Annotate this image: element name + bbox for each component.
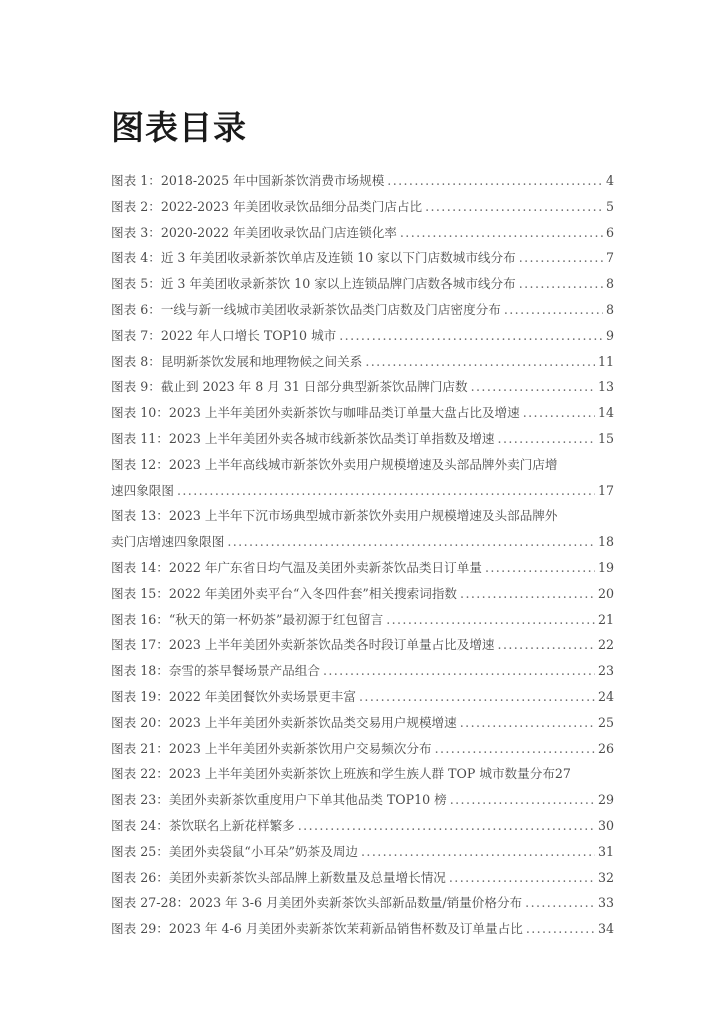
- toc-entry[interactable]: [111, 374, 614, 400]
- toc-dot-leader: [523, 400, 595, 426]
- toc-entry[interactable]: [111, 400, 614, 426]
- toc-entry-label: 图表 17：: [111, 637, 169, 653]
- toc-entry-label: 图表 11：: [111, 430, 169, 446]
- toc-entry-label: 图表 3：: [111, 224, 161, 240]
- toc-entry-text: 近 3 年美团收录新茶饮 10 家以上连锁品牌门店数各城市线分布: [160, 276, 516, 292]
- toc-entry-page: 5: [605, 198, 614, 214]
- toc-entry[interactable]: [111, 555, 614, 581]
- toc-entry-page: 20: [597, 585, 614, 601]
- toc-entry-page: 21: [597, 611, 614, 627]
- toc-entry-page: 25: [597, 714, 614, 730]
- toc-dot-leader: [387, 168, 603, 194]
- toc-entry[interactable]: [111, 684, 614, 710]
- toc-entry-text: 美团外卖新茶饮重度用户下单其他品类 TOP10 榜: [168, 792, 447, 808]
- toc-dot-leader: [323, 658, 595, 684]
- toc-dot-leader: [519, 245, 603, 271]
- toc-entry[interactable]: [111, 632, 614, 658]
- toc-entry[interactable]: [111, 168, 614, 194]
- toc-entry[interactable]: [111, 787, 614, 813]
- toc-entry-text: 2022 年人口增长 TOP10 城市: [160, 327, 337, 343]
- toc-entry-page: 31: [597, 843, 614, 859]
- toc-entry-line: [111, 529, 614, 555]
- toc-entry-page: 6: [605, 224, 614, 240]
- toc-entry-label: 图表 10：: [111, 405, 169, 421]
- toc-entry[interactable]: [111, 452, 614, 504]
- toc-entry-label: 图表 8：: [111, 353, 161, 369]
- toc-entry-text: 2022 年美团餐饮外卖场景更丰富: [168, 688, 356, 704]
- toc-entry-page: 4: [605, 173, 614, 188]
- toc-entry-page: 24: [597, 688, 614, 704]
- toc-entry-text-continued: 卖门店增速四象限图: [111, 534, 225, 550]
- toc-entry[interactable]: [111, 503, 614, 555]
- toc-dot-leader: [365, 349, 595, 375]
- toc-entry-text: “秋天的第一杯奶茶”最初源于红包留言: [168, 611, 384, 627]
- toc-entry-label: 图表 24：: [111, 817, 169, 833]
- toc-entry-text: 2022-2023 年美团收录饮品细分品类门店占比: [160, 198, 423, 214]
- toc-entry-text: 2022 年美团外卖平台“入冬四件套”相关搜索词指数: [168, 585, 458, 601]
- toc-entry[interactable]: [111, 813, 614, 839]
- toc-dot-leader: [460, 710, 595, 736]
- toc-entry-page: 30: [597, 817, 614, 833]
- page-title: 图表目录: [111, 108, 247, 147]
- toc-entry-text: 2023 上半年高线城市新茶饮外卖用户规模增速及头部品牌外卖门店增: [168, 456, 558, 472]
- toc-entry[interactable]: [111, 581, 614, 607]
- toc-entry-page: 17: [597, 482, 614, 498]
- toc-dot-leader: [485, 555, 595, 581]
- toc-entry-text: 2022 年广东省日均气温及美团外卖新茶饮品类日订单量: [168, 559, 482, 575]
- toc-entry-page: 34: [597, 921, 614, 937]
- toc-entry-label: 图表 19：: [111, 688, 169, 704]
- toc-entry[interactable]: [111, 839, 614, 865]
- toc-entry-label: 图表 5：: [111, 276, 161, 292]
- toc-entry-page: 13: [597, 379, 614, 395]
- toc-entry-page: 22: [597, 637, 614, 653]
- toc-dot-leader: [435, 736, 595, 762]
- toc-entry[interactable]: [111, 710, 614, 736]
- toc-entry-page: 29: [597, 792, 614, 808]
- toc-entry[interactable]: [111, 865, 614, 891]
- toc-entry-text-continued: 速四象限图: [111, 482, 174, 498]
- toc-entry-text: 2023 上半年美团外卖新茶饮用户交易频次分布: [168, 740, 432, 756]
- toc-dot-leader: [400, 220, 603, 246]
- toc-entry[interactable]: [111, 607, 614, 633]
- toc-entry-label: 图表 20：: [111, 714, 169, 730]
- toc-entry-label: 图表 25：: [111, 843, 169, 859]
- toc-dot-leader: [425, 194, 603, 220]
- toc-entry-label: 图表 26：: [111, 869, 169, 885]
- toc-entry-page: 19: [597, 559, 614, 575]
- toc-dot-leader: [504, 297, 603, 323]
- toc-entry-page: 15: [597, 430, 614, 446]
- toc-entry[interactable]: [111, 736, 614, 762]
- toc-entry-page: 33: [597, 895, 614, 911]
- toc-entry-text: 奈雪的茶早餐场景产品组合: [168, 663, 320, 679]
- toc-entry[interactable]: [111, 761, 614, 787]
- toc-entry[interactable]: [111, 426, 614, 452]
- toc-entry[interactable]: [111, 658, 614, 684]
- toc-entry[interactable]: [111, 890, 614, 916]
- toc-dot-leader: [339, 323, 603, 349]
- toc-dot-leader: [526, 916, 595, 942]
- toc-entry-label: 图表 21：: [111, 740, 169, 756]
- toc-entry[interactable]: [111, 297, 614, 323]
- toc-entry[interactable]: [111, 916, 614, 942]
- toc-entry-page: 9: [605, 327, 614, 343]
- toc-entry-label: 图表 29：: [111, 921, 169, 937]
- toc-entry-text: 2023 上半年美团外卖新茶饮与咖啡品类订单量大盘占比及增速: [168, 405, 520, 421]
- toc-entry-text: 昆明新茶饮发展和地理物候之间关系: [160, 353, 363, 369]
- toc-entry-text: 美团外卖袋鼠“小耳朵”奶茶及周边: [168, 843, 359, 859]
- toc-entry-text: 2023 上半年美团外卖各城市线新茶饮品类订单指数及增速: [168, 430, 495, 446]
- toc-entry-label: 图表 1：: [111, 173, 161, 188]
- toc-entry-page: 7: [605, 250, 614, 266]
- toc-entry-line: [111, 478, 614, 504]
- toc-entry-text: 2023 年 3-6 月美团外卖新茶饮头部新品数量/销量价格分布: [189, 895, 523, 911]
- toc-entry-label: 图表 14：: [111, 559, 169, 575]
- toc-entry-page: 14: [597, 405, 614, 421]
- toc-entry-text: 2023 上半年美团外卖新茶饮品类各时段订单量占比及增速: [168, 637, 495, 653]
- toc-entry-label: 图表 13：: [111, 508, 169, 524]
- toc-entry-text: 一线与新一线城市美团收录新茶饮品类门店数及门店密度分布: [160, 301, 501, 317]
- toc-entry-text: 2018-2025 年中国新茶饮消费市场规模: [160, 173, 385, 188]
- toc-entry-label: 图表 27-28：: [111, 895, 190, 911]
- toc-dot-leader: [525, 890, 595, 916]
- toc-entry-label: 图表 12：: [111, 456, 169, 472]
- toc-entry-line: [111, 503, 614, 529]
- toc-entry-label: 图表 18：: [111, 663, 169, 679]
- toc-entry-label: 图表 6：: [111, 301, 161, 317]
- toc-entry-text: 2020-2022 年美团收录饮品门店连锁化率: [160, 224, 397, 240]
- toc-dot-leader: [449, 865, 595, 891]
- toc-dot-leader: [298, 813, 595, 839]
- toc-entry-label: 图表 16：: [111, 611, 169, 627]
- toc-entry-label: 图表 2：: [111, 198, 161, 214]
- toc-entry-page: 32: [597, 869, 614, 885]
- toc-entry-text: 2023 上半年下沉市场典型城市新茶饮外卖用户规模增速及头部品牌外: [168, 508, 558, 524]
- toc-entry-page: 8: [605, 301, 614, 317]
- toc-dot-leader: [450, 787, 595, 813]
- toc-entry-text: 近 3 年美团收录新茶饮单店及连锁 10 家以下门店数城市线分布: [160, 250, 516, 266]
- toc-entry-page: 8: [605, 276, 614, 292]
- toc-dot-leader: [177, 478, 595, 504]
- toc-entry-page: 26: [597, 740, 614, 756]
- toc-entry-label: 图表 4：: [111, 250, 161, 266]
- toc-entry-text: 2023 上半年美团外卖新茶饮上班族和学生族人群 TOP 城市数量分布: [168, 766, 555, 782]
- toc-dot-leader: [227, 529, 595, 555]
- toc-entry-text: 美团外卖新茶饮头部品牌上新数量及总量增长情况: [168, 869, 446, 885]
- toc-entry-page: 27: [554, 766, 571, 782]
- toc-dot-leader: [498, 426, 595, 452]
- toc-entry[interactable]: [111, 349, 614, 375]
- toc-entry[interactable]: [111, 323, 614, 349]
- toc-entry[interactable]: [111, 245, 614, 271]
- toc-entry-text: 茶饮联名上新花样繁多: [168, 817, 295, 833]
- toc-entry[interactable]: [111, 220, 614, 246]
- toc-entry-label: 图表 23：: [111, 792, 169, 808]
- toc-entry[interactable]: [111, 194, 614, 220]
- toc-dot-leader: [498, 632, 595, 658]
- toc-entry-text: 2023 年 4-6 月美团外卖新茶饮茉莉新品销售杯数及订单量占比: [168, 921, 523, 937]
- toc-list: [111, 168, 614, 942]
- toc-dot-leader: [359, 684, 595, 710]
- toc-entry-label: 图表 7：: [111, 327, 161, 343]
- toc-dot-leader: [386, 607, 595, 633]
- toc-dot-leader: [471, 374, 595, 400]
- toc-entry-label: 图表 15：: [111, 585, 169, 601]
- toc-entry-line: [111, 452, 614, 478]
- toc-entry-page: 18: [597, 534, 614, 550]
- toc-entry-text: 2023 上半年美团外卖新茶饮品类交易用户规模增速: [168, 714, 457, 730]
- toc-entry-page: 11: [597, 353, 614, 369]
- toc-entry[interactable]: [111, 271, 614, 297]
- toc-entry-label: 图表 22：: [111, 766, 169, 782]
- toc-entry-label: 图表 9：: [111, 379, 161, 395]
- toc-dot-leader: [460, 581, 595, 607]
- toc-entry-text: 截止到 2023 年 8 月 31 日部分典型新茶饮品牌门店数: [160, 379, 468, 395]
- toc-dot-leader: [361, 839, 595, 865]
- toc-dot-leader: [519, 271, 603, 297]
- toc-entry-page: 23: [597, 663, 614, 679]
